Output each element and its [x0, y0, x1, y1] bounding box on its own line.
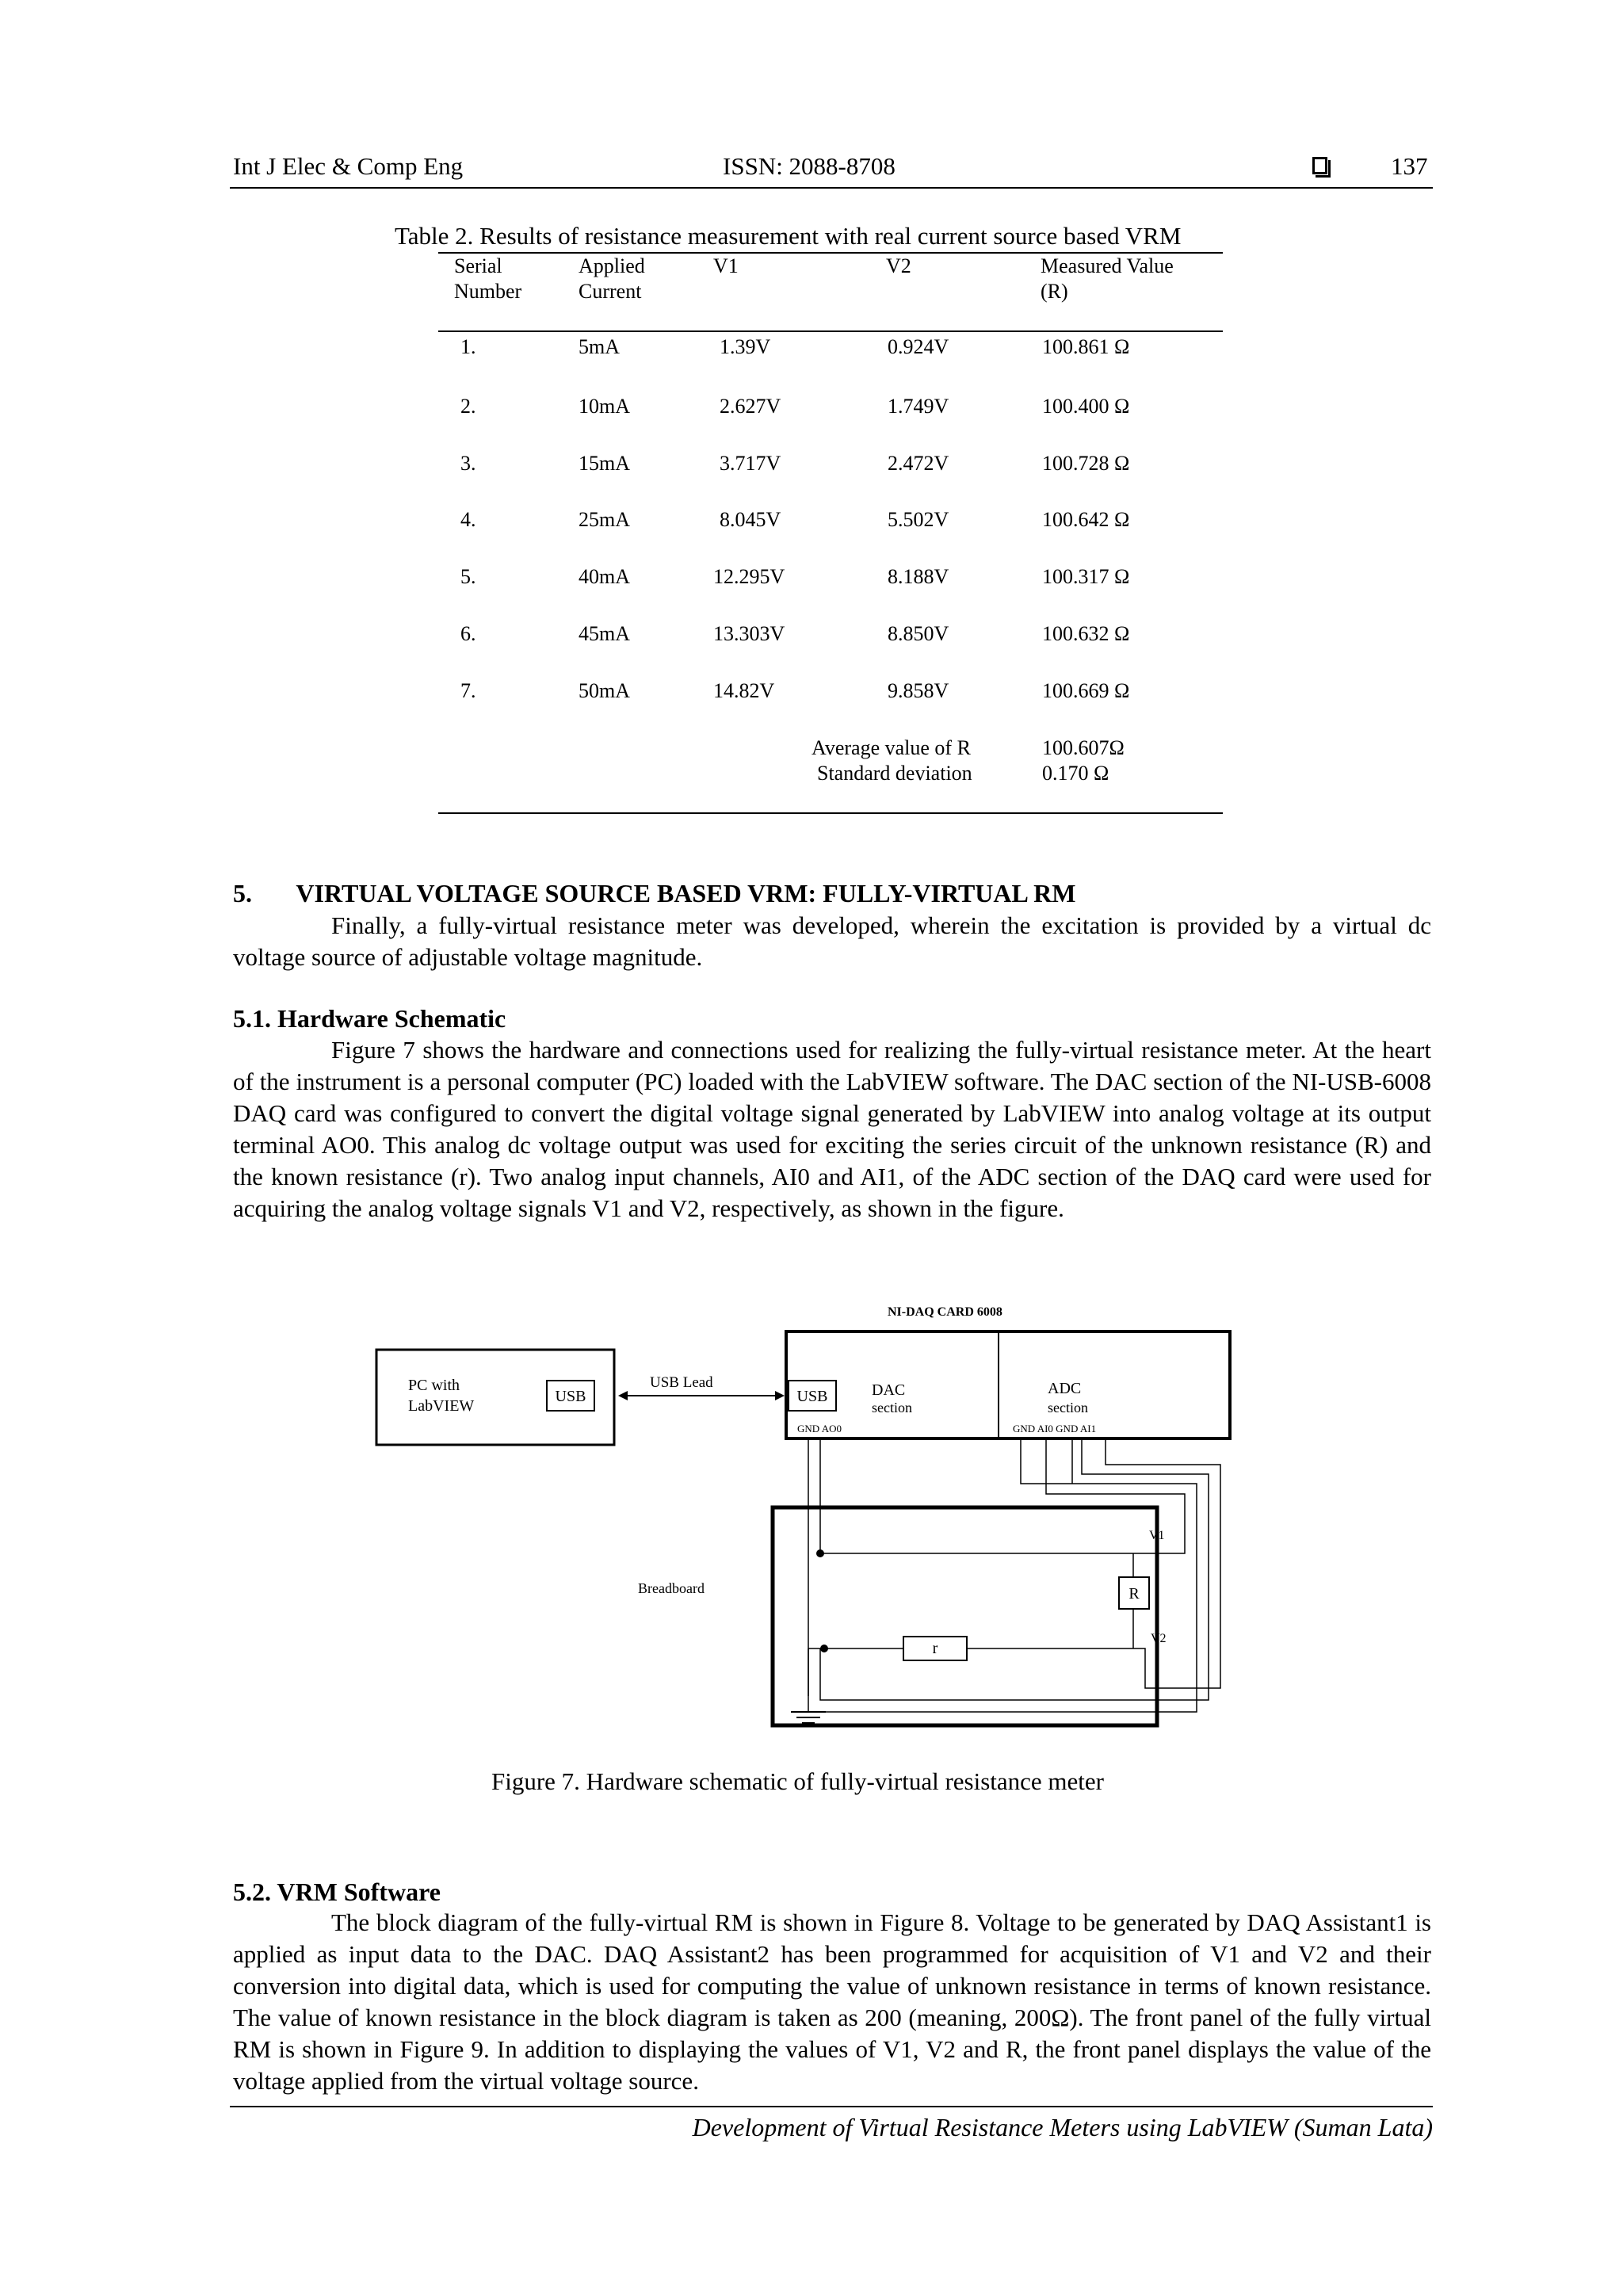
cell-measured: 100.317 Ω — [1042, 565, 1130, 588]
usb-lead-arrow-right — [775, 1391, 785, 1400]
subsection-heading-5-2: 5.2. VRM Software — [233, 1878, 441, 1906]
col-header-v2: V2 — [886, 254, 911, 277]
resistor-R-label: R — [1128, 1585, 1140, 1603]
cell-v1: 1.39V — [720, 335, 771, 358]
pc-usb-label: USB — [555, 1388, 586, 1405]
issn: ISSN: 2088-8708 — [723, 152, 896, 180]
wire-adc-ai1 — [1106, 1438, 1220, 1688]
col-header-v1: V1 — [713, 254, 739, 277]
box-bullet-icon — [1312, 157, 1327, 174]
cell-current: 10mA — [579, 395, 630, 418]
footer-rule — [230, 2106, 1433, 2107]
cell-v1: 3.717V — [720, 452, 781, 475]
wire-adc-gnd2 — [820, 1438, 1209, 1700]
cell-serial: 4. — [460, 508, 476, 531]
table-caption: Table 2. Results of resistance measurement with real current source based VRM — [395, 222, 1182, 250]
cell-measured: 100.669 Ω — [1042, 679, 1130, 702]
cell-measured: 100.642 Ω — [1042, 508, 1130, 531]
cell-current: 5mA — [579, 335, 620, 358]
section51-paragraph — [233, 1034, 1431, 1224]
cell-v1: 13.303V — [713, 622, 785, 645]
section5-paragraph — [233, 910, 1431, 973]
summary-label-stddev: Standard deviation — [817, 762, 972, 785]
figure-caption: Figure 7. Hardware schematic of fully-virtual resistance meter — [491, 1767, 1104, 1795]
cell-measured: 100.861 Ω — [1042, 335, 1130, 358]
col-header-serial-2: Number — [454, 280, 522, 303]
cell-v1: 8.045V — [720, 508, 781, 531]
pc-label-line1: PC with — [408, 1377, 460, 1394]
cell-serial: 1. — [460, 335, 476, 358]
dac-label-2: section — [872, 1400, 912, 1415]
section-number: 5. — [233, 879, 252, 907]
daq-card-title: NI-DAQ CARD 6008 — [888, 1305, 1002, 1319]
page-number: 137 — [1391, 152, 1428, 180]
cell-current: 50mA — [579, 679, 630, 702]
summary-value-average: 100.607Ω — [1042, 736, 1125, 759]
hardware-schematic-figure — [365, 1300, 1236, 1752]
cell-current: 45mA — [579, 622, 630, 645]
summary-label-average: Average value of R — [812, 736, 971, 759]
cell-v2: 0.924V — [888, 335, 949, 358]
breadboard-box — [773, 1507, 1157, 1725]
adc-label-2: section — [1048, 1400, 1088, 1415]
dac-label-1: DAC — [872, 1381, 906, 1399]
col-header-serial-1: Serial — [454, 254, 502, 277]
section5-text: Finally, a fully-virtual resistance meter was developed, wherein the excitation is provided by a virtual dc voltage source of adjustable voltage magnitude. — [233, 911, 1431, 971]
cell-measured: 100.728 Ω — [1042, 452, 1130, 475]
section52-text: The block diagram of the fully-virtual RM is shown in Figure 8. Voltage to be generated by DAQ Assistant1 is applied as input data to the DAC. DAQ Assistant2 has been programmed for acquisition of V1 and V2 and their conversion into digital data, which is used for computing the value of unknown resistance in terms of known resistance. The value of known resistance in the block diagram is taken as 200 (meaning, 200Ω). The front panel of the fully virtual RM is shown in Figure 9. In addition to displaying the values of V1, V2 and R, the front panel displays the value of the voltage applied from the virtual voltage source. — [233, 1908, 1431, 2095]
cell-measured: 100.632 Ω — [1042, 622, 1130, 645]
cell-current: 25mA — [579, 508, 630, 531]
subsection-heading-5-1: 5.1. Hardware Schematic — [233, 1004, 506, 1033]
summary-value-stddev: 0.170 Ω — [1042, 762, 1109, 785]
section-title: VIRTUAL VOLTAGE SOURCE BASED VRM: FULLY-VIRTUAL RM — [296, 879, 1076, 907]
journal-name: Int J Elec & Comp Eng — [233, 152, 464, 180]
section52-paragraph — [233, 1907, 1431, 2097]
v1-label: V1 — [1149, 1529, 1165, 1542]
wire-adc-gnd1 — [808, 1438, 1197, 1712]
daq-usb-label: USB — [796, 1388, 828, 1405]
col-header-measured-2: (R) — [1041, 280, 1068, 303]
cell-current: 40mA — [579, 565, 630, 588]
cell-current: 15mA — [579, 452, 630, 475]
section-heading — [233, 878, 1075, 908]
cell-v2: 8.188V — [888, 565, 949, 588]
cell-v2: 9.858V — [888, 679, 949, 702]
cell-v2: 2.472V — [888, 452, 949, 475]
cell-v2: 5.502V — [888, 508, 949, 531]
col-header-current-1: Applied — [579, 254, 645, 277]
dac-pins-label: GND AO0 — [797, 1423, 842, 1435]
cell-serial: 6. — [460, 622, 476, 645]
adc-label-1: ADC — [1048, 1380, 1082, 1397]
daq-card-box — [786, 1331, 1230, 1438]
v2-label: V2 — [1151, 1632, 1167, 1645]
cell-serial: 2. — [460, 395, 476, 418]
col-header-current-2: Current — [579, 280, 642, 303]
cell-v1: 14.82V — [713, 679, 775, 702]
cell-serial: 5. — [460, 565, 476, 588]
col-header-measured-1: Measured Value — [1041, 254, 1174, 277]
cell-measured: 100.400 Ω — [1042, 395, 1130, 418]
pc-label-line2: LabVIEW — [408, 1397, 475, 1415]
running-footer: Development of Virtual Resistance Meters using LabVIEW (Suman Lata) — [692, 2113, 1433, 2141]
cell-v1: 2.627V — [720, 395, 781, 418]
table-header-rule — [438, 330, 1223, 332]
cell-serial: 7. — [460, 679, 476, 702]
breadboard-label: Breadboard — [638, 1580, 705, 1596]
cell-v2: 1.749V — [888, 395, 949, 418]
resistor-r-label: r — [932, 1640, 938, 1657]
header-rule — [230, 187, 1433, 189]
cell-v1: 12.295V — [713, 565, 785, 588]
usb-lead-label: USB Lead — [650, 1374, 713, 1391]
adc-pins-label: GND AI0 GND AI1 — [1013, 1423, 1097, 1435]
table-bottom-rule — [438, 812, 1223, 814]
cell-serial: 3. — [460, 452, 476, 475]
cell-v2: 8.850V — [888, 622, 949, 645]
usb-lead-arrow-left — [618, 1391, 628, 1400]
section51-text: Figure 7 shows the hardware and connections used for realizing the fully-virtual resistance meter. At the heart of the instrument is a personal computer (PC) loaded with the LabVIEW software. The DAC section of the NI-USB-6008 DAQ card was configured to convert the digital voltage signal generated by LabVIEW into analog voltage at its output terminal AO0. This analog dc voltage output was used for exciting the series circuit of the unknown resistance (R) and the known resistance (r). Two analog input channels, AI0 and AI1, of the ADC section of the DAQ card were used for acquiring the analog voltage signals V1 and V2, respectively, as shown in the figure. — [233, 1036, 1431, 1222]
